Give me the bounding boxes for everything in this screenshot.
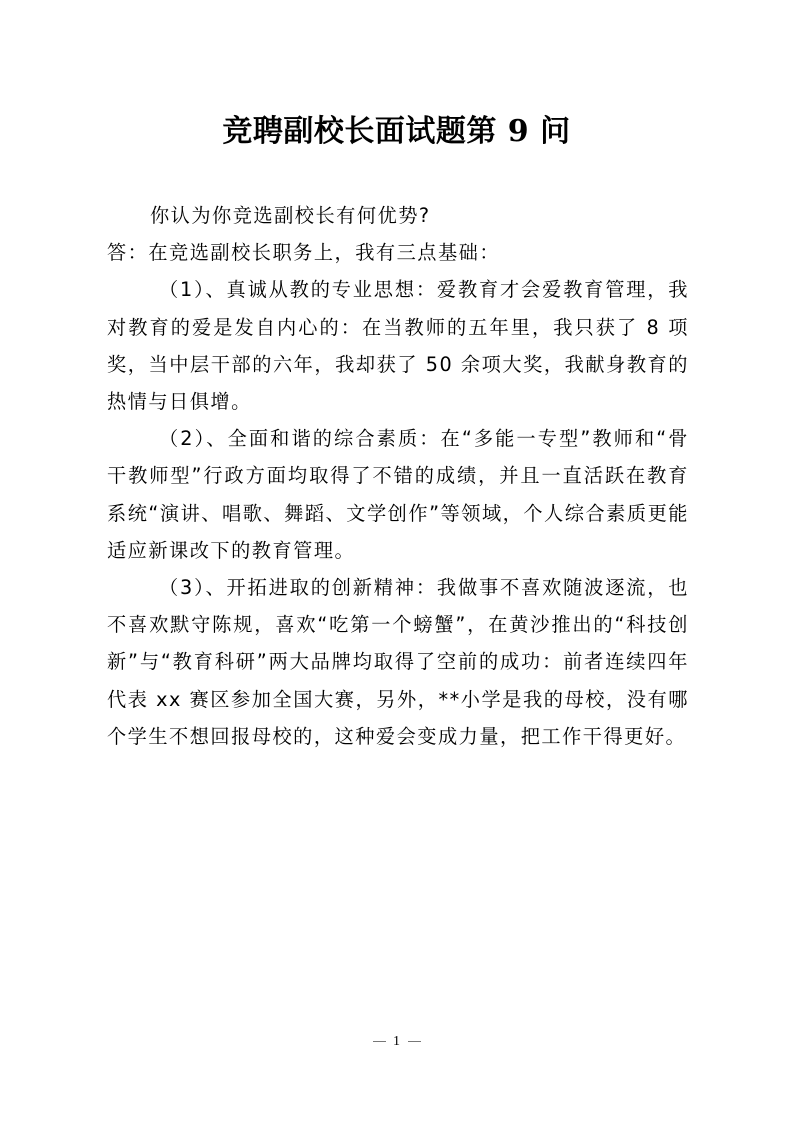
point-2-paragraph: （2）、全面和谐的综合素质：在“多能一专型”教师和“骨干教师型”行政方面均取得了不错的成绩，并且一直活跃在教育系统“演讲、唱歌、舞蹈、文学创作”等领域，个人综合素质更能适应新课改下的教育管理。 (107, 427, 689, 562)
answer-intro-paragraph: 答：在竞选副校长职务上，我有三点基础： (107, 241, 501, 265)
page-footer (0, 1032, 793, 1052)
document-body (107, 197, 689, 755)
point-3-paragraph: （3）、开拓进取的创新精神：我做事不喜欢随波逐流，也不喜欢默守陈规，喜欢“吃第一个螃蟹”，在黄沙推出的“科技创新”与“教育科研”两大品牌均取得了空前的成功：前者连续四年代表 xx 赛区参加全国大赛，另外，**小学是我的母校，没有哪个学生不想回报母校的，这种爱会变成力量，把工作干得更好。 (107, 576, 689, 748)
footer-dash-right (408, 1041, 421, 1042)
point-1-paragraph: （1）、真诚从教的专业思想：爱教育才会爱教育管理，我对教育的爱是发自内心的：在当教师的五年里，我只获了 8 项奖，当中层干部的六年，我却获了 50 余项大奖，我献身教育的热情与日俱增。 (107, 278, 689, 414)
question-paragraph: 你认为你竞选副校长有何优势? (150, 204, 431, 227)
footer-dash-left (373, 1041, 386, 1042)
document-title: 竞聘副校长面试题第 9 问 (222, 114, 571, 149)
page-number: 1 (393, 1034, 400, 1049)
